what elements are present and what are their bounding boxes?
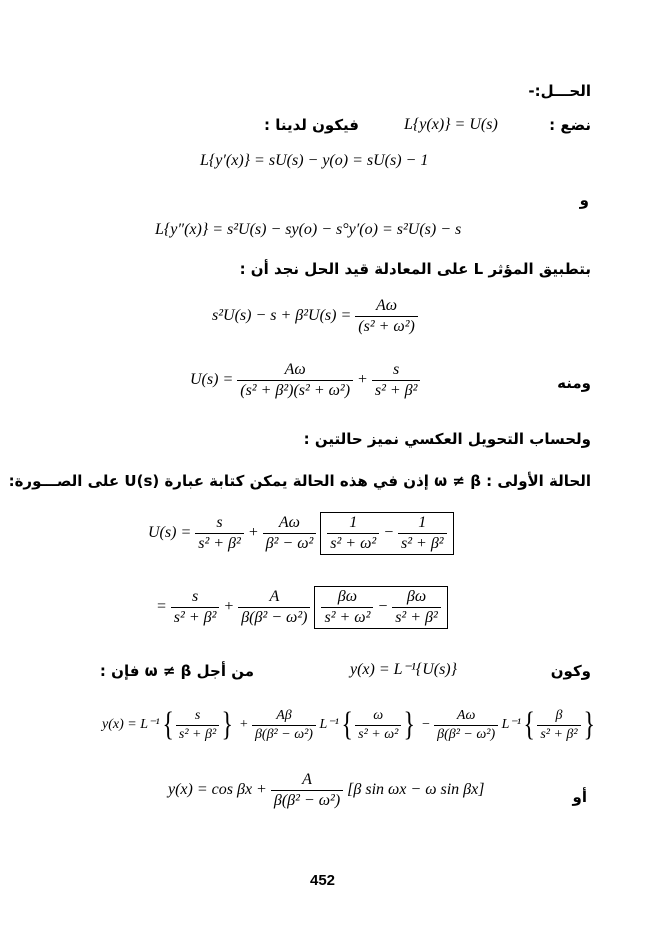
hence-label: ومنه <box>557 374 591 392</box>
eq6-fraction-2 <box>263 515 317 552</box>
eq7-f1-numerator: s <box>171 589 220 608</box>
eq5-fraction-1 <box>237 362 353 399</box>
eq9-a-denominator: s² + β² <box>178 726 217 742</box>
eq6-bracket-fraction-2 <box>398 515 447 552</box>
eq6-f1-numerator: s <box>195 515 244 534</box>
eq7-f2-numerator: A <box>238 589 310 608</box>
eq-first-derivative: L{y′(x)} = sU(s) − y(o) = sU(s) − 1 <box>200 152 429 169</box>
eq10-denominator: β(β² − ω²) <box>273 792 341 809</box>
eq9-plus: + <box>239 717 249 733</box>
eq6-f2-denominator: β² − ω² <box>265 535 314 552</box>
eq7-bracket-fraction-2 <box>392 589 441 626</box>
eq5-plus: + <box>357 371 368 389</box>
eq10-rhs: [β sin ωx − ω sin βx] <box>347 781 485 799</box>
eq6-minus: − <box>383 524 394 542</box>
for-then-label: من أجل ω ≠ β فإن : <box>99 662 254 680</box>
or-label: أو <box>572 788 587 806</box>
eq-inverse-def: y(x) = L⁻¹{U(s)} <box>350 661 458 678</box>
eq-inverse-expansion <box>102 708 597 742</box>
eq-partial-fractions-2 <box>156 586 448 629</box>
eq7-b2-denominator: s² + β² <box>395 609 438 626</box>
eq5-lhs: U(s) = <box>190 371 234 389</box>
eq10-numerator: A <box>271 772 343 791</box>
eq9-c2-numerator: Aω <box>434 709 498 726</box>
eq7-lhs: = <box>156 598 167 616</box>
case-one-text: الحالة الأولى : ω ≠ β إذن في هذه الحالة يمكن كتابة عبارة U(s) على الصـــورة: <box>8 472 591 490</box>
eq9-c1-denominator: β(β² − ω²) <box>254 726 313 742</box>
eq7-b1-numerator: βω <box>321 589 373 608</box>
eq9-c1-numerator: Aβ <box>252 709 316 726</box>
apply-operator-text: بتطبيق المؤثر L على المعادلة قيد الحل نجد أن : <box>239 260 591 278</box>
eq9-inverse-2: L⁻¹ <box>319 717 339 733</box>
eq4-numerator: Aω <box>355 298 418 317</box>
eq7-plus: + <box>223 598 235 616</box>
eq6-bracket-fraction-1 <box>327 515 379 552</box>
eq5-f2-numerator: s <box>372 362 421 381</box>
eq-laplace-def: L{y(x)} = U(s) <box>404 116 498 133</box>
eq-us-solution <box>190 362 420 399</box>
eq9-close-brace-1: } <box>221 706 234 743</box>
eq7-b1-denominator: s² + ω² <box>324 609 371 626</box>
then-we-have-label: فيكون لدينا : <box>263 116 359 134</box>
solution-heading: الحـــل:- <box>528 82 591 100</box>
page-number: 452 <box>310 872 336 889</box>
eq6-f2-numerator: Aω <box>263 515 317 534</box>
eq9-close-brace-2: } <box>403 706 416 743</box>
eq9-fraction-b <box>355 709 401 742</box>
eq7-fraction-2 <box>238 589 310 626</box>
eq6-f1-denominator: s² + β² <box>198 535 241 552</box>
eq9-d-numerator: β <box>537 709 580 726</box>
eq9-b-denominator: s² + ω² <box>358 726 399 742</box>
eq10-lhs: y(x) = cos βx + <box>168 781 267 799</box>
put-label: نضع : <box>549 116 591 134</box>
eq9-open-brace-1: { <box>162 706 174 743</box>
eq6-b2-denominator: s² + β² <box>401 535 444 552</box>
eq-partial-fractions-1 <box>148 512 454 555</box>
eq6-plus: + <box>247 524 259 542</box>
eq9-coef-2 <box>434 709 498 742</box>
eq6-b2-numerator: 1 <box>398 515 447 534</box>
eq9-fraction-d <box>537 709 580 742</box>
eq7-bracket <box>314 586 447 629</box>
eq4-fraction <box>355 298 418 335</box>
eq7-f2-denominator: β(β² − ω²) <box>241 609 308 626</box>
eq6-b1-denominator: s² + ω² <box>330 535 377 552</box>
eq9-inverse-3: L⁻¹ <box>501 717 521 733</box>
eq6-fraction-1 <box>195 515 244 552</box>
eq7-bracket-fraction-1 <box>321 589 373 626</box>
eq5-fraction-2 <box>372 362 421 399</box>
eq-second-derivative: L{y″(x)} = s²U(s) − sy(o) − s°y′(o) = s²U(s) − s <box>155 221 462 238</box>
eq-final-solution <box>168 772 484 809</box>
eq6-b1-numerator: 1 <box>327 515 379 534</box>
eq5-f1-denominator: (s² + β²)(s² + ω²) <box>240 382 351 399</box>
eq9-fraction-a <box>176 709 219 742</box>
eq4-denominator: (s² + ω²) <box>358 318 415 335</box>
eq7-f1-denominator: s² + β² <box>173 609 217 626</box>
eq9-coef-1 <box>252 709 316 742</box>
eq7-fraction-1 <box>171 589 220 626</box>
eq9-lhs: y(x) = L⁻¹ <box>102 717 160 733</box>
eq-transformed <box>212 298 418 335</box>
eq4-lhs: s²U(s) − s + β²U(s) = <box>212 307 352 325</box>
eq5-f2-denominator: s² + β² <box>374 382 418 399</box>
eq9-open-brace-3: { <box>523 706 535 743</box>
eq9-close-brace-3: } <box>583 706 595 743</box>
eq9-minus: − <box>421 717 431 733</box>
eq9-d-denominator: s² + β² <box>540 726 578 742</box>
since-label: وكون <box>550 662 591 680</box>
eq9-b-numerator: ω <box>355 709 401 726</box>
eq9-open-brace-2: { <box>341 706 353 743</box>
inverse-intro-text: ولحساب التحويل العكسي نميز حالتين : <box>303 430 591 448</box>
eq7-b2-numerator: βω <box>392 589 441 608</box>
and-label: و <box>579 191 589 209</box>
eq7-minus: − <box>377 598 389 616</box>
eq5-f1-numerator: Aω <box>237 362 353 381</box>
eq9-a-numerator: s <box>176 709 219 726</box>
eq6-lhs: U(s) = <box>148 524 192 542</box>
eq6-bracket <box>320 512 453 555</box>
eq9-c2-denominator: β(β² − ω²) <box>437 726 496 742</box>
eq10-fraction <box>271 772 343 809</box>
